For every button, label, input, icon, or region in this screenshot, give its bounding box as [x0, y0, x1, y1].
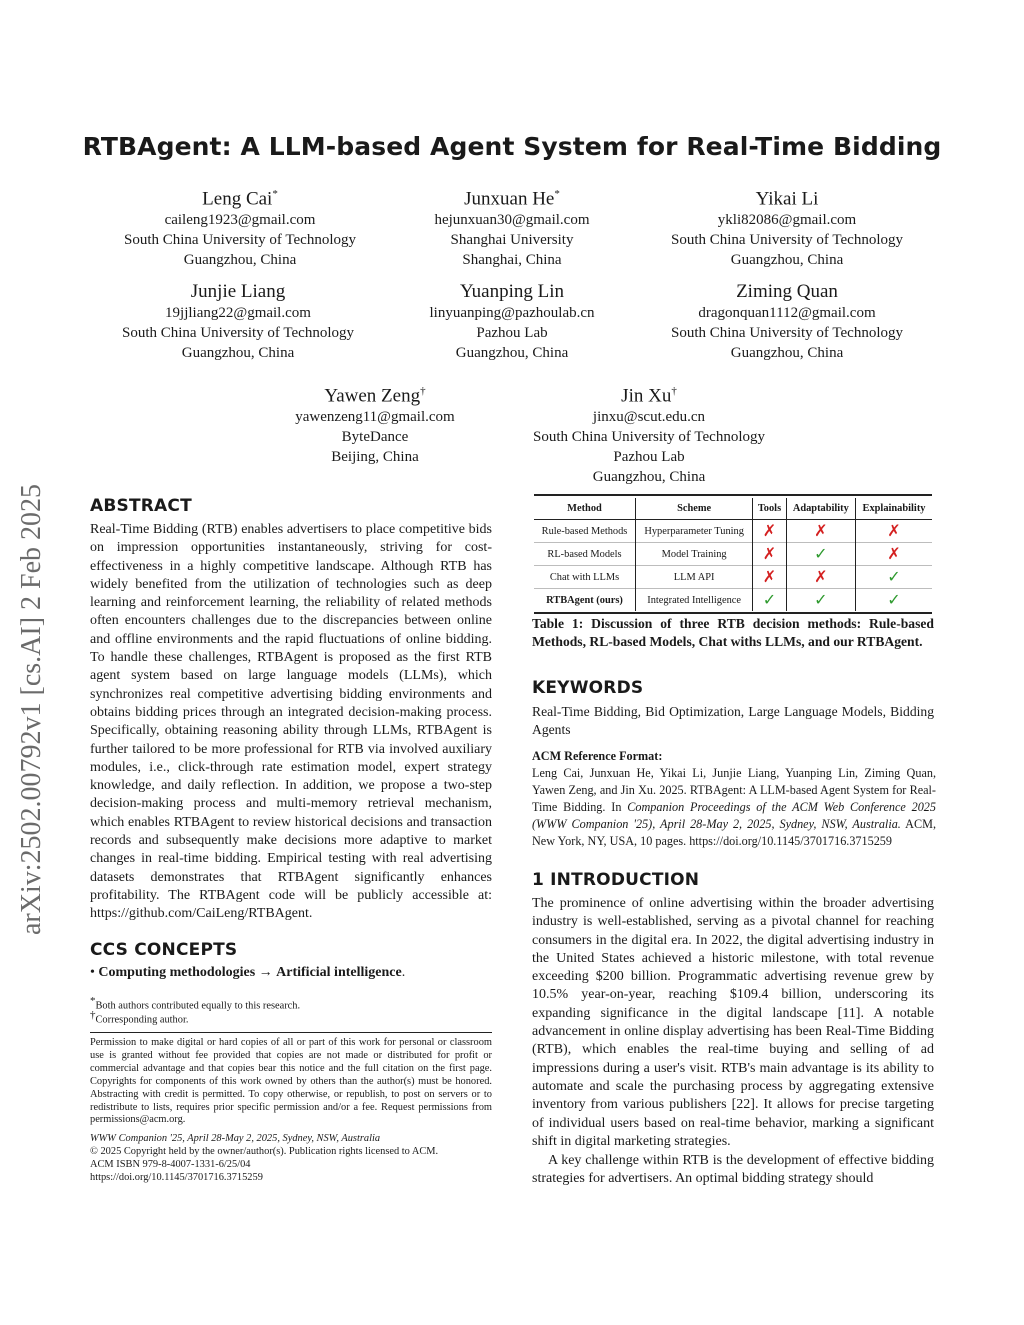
- footnote-corresponding: †Corresponding author.: [90, 1009, 189, 1026]
- table-header-cell: Adaptability: [786, 498, 855, 520]
- acm-reference-text: Leng Cai, Junxuan He, Yikai Li, Junjie Liang, Yuanping Lin, Ziming Quan, Yawen Zeng, and Jin Xu. 2025. RTBAgent: A LLM-based Agent System for Real-Time Bidding. In Companion Proceedings of the ACM Web Conference 2025 (WWW Companion '25), April 28-May 2, 2025, Sydney, NSW, Australia. ACM, New York, NY, USA, 10 pages. https://doi.org/10.1145/3701716.3715259: [532, 766, 936, 848]
- table-row: RTBAgent (ours) Integrated Intelligence ✓ ✓ ✓: [534, 589, 932, 612]
- footnote-equal: *Both authors contributed equally to this research.: [90, 995, 301, 1012]
- author-name: Leng Cai: [202, 188, 273, 210]
- author-name: Ziming Quan: [736, 281, 838, 302]
- table-header-cell: Tools: [753, 498, 786, 520]
- table-top-rule: [534, 494, 932, 496]
- check-icon: ✓: [856, 589, 932, 612]
- author-name: Junjie Liang: [190, 281, 286, 302]
- author-name: Jin Xu: [621, 385, 672, 407]
- author-block: Ziming Quan dragonquan1112@gmail.com South China University of Technology Guangzhou, China: [671, 281, 903, 361]
- introduction-heading: 1 INTRODUCTION: [532, 870, 700, 890]
- keywords-text: Real-Time Bidding, Bid Optimization, Large Language Models, Bidding Agents: [532, 704, 934, 738]
- author-block: Junxuan He* hejunxuan30@gmail.com Shanghai University Shanghai, China: [434, 188, 590, 269]
- author-block: Yuanping Lin linyuanping@pazhoulab.cn Pazhou Lab Guangzhou, China: [429, 281, 595, 361]
- check-icon: ✓: [856, 566, 932, 589]
- table-header-cell: Explainability: [856, 498, 932, 520]
- table-row: Rule-based Methods Hyperparameter Tuning ✗ ✗ ✗: [534, 520, 932, 543]
- venue-line: WWW Companion '25, April 28-May 2, 2025, Sydney, NSW, Australia: [90, 1133, 381, 1144]
- author-name: Junxuan He: [464, 188, 555, 210]
- table-caption: Table 1: Discussion of three RTB decision methods: Rule-based Methods, RL-based Models, Chat withs LLMs, and our RTBAgent.: [532, 616, 934, 650]
- cross-icon: ✗: [786, 520, 855, 543]
- cross-icon: ✗: [786, 566, 855, 589]
- author-block: Yawen Zeng† yawenzeng11@gmail.com ByteDance Beijing, China: [295, 385, 455, 466]
- author-block: Leng Cai* caileng1923@gmail.com South China University of Technology Guangzhou, China: [124, 188, 356, 269]
- doi-link[interactable]: https://doi.org/10.1145/3701716.3715259: [90, 1172, 263, 1183]
- comparison-table: [534, 498, 932, 611]
- check-icon: ✓: [786, 589, 855, 612]
- ccs-heading: CCS CONCEPTS: [90, 940, 238, 960]
- check-icon: ✓: [753, 589, 786, 612]
- table-header-cell: Method: [534, 498, 636, 520]
- copyright-line: © 2025 Copyright held by the owner/author(s). Publication rights licensed to ACM.: [90, 1146, 439, 1157]
- author-block: Jin Xu† jinxu@scut.edu.cn South China University of Technology Pazhou Lab Guangzhou, China: [533, 385, 765, 486]
- keywords-heading: KEYWORDS: [532, 678, 644, 698]
- abstract-heading: ABSTRACT: [90, 496, 192, 516]
- permission-notice: Permission to make digital or hard copies of all or part of this work for personal or classroom use is granted without fee provided that copies are not made or distributed for profit or commercial advantage and that copies bear this notice and the full citation on the first page. Copyrights for components of this work owned by others than the author(s) must be honored. Abstracting with credit is permitted. To copy otherwise, or republish, to post on servers or to redistribute to lists, requires prior specific permission and/or a fee. Request permissions from permissions@acm.org.: [90, 1037, 492, 1126]
- cross-icon: ✗: [753, 566, 786, 589]
- cross-icon: ✗: [856, 543, 932, 566]
- intro-paragraph: A key challenge within RTB is the development of effective bidding strategies for advertisers. An optimal bidding strategy should: [532, 1153, 934, 1187]
- table-header-row: [534, 498, 932, 520]
- cross-icon: ✗: [753, 543, 786, 566]
- author-block: Yikai Li ykli82086@gmail.com South China University of Technology Guangzhou, China: [671, 188, 903, 269]
- paper-title: RTBAgent: A LLM-based Agent System for Real-Time Bidding: [82, 132, 942, 161]
- intro-paragraph: The prominence of online advertising within the broader advertising industry is well-established, serving as a pivotal channel for reaching consumers in the digital era. In 2022, the digital advertising industry in the United States achieved a historic milestone, with total revenue exceeding $200 billion. Programmatic advertising revenue grew by 10.5% year-on-year, reaching $109.4 billion, underscoring its expanding significance in the digital landscape [11]. A notable advancement in online display advertising has been Real-Time Bidding (RTB), which enables the real-time buying and selling of ad impressions during a user's visit. RTB's main advantage is its ability to automate and scale the purchasing process by aggregating extensive inventory from various publishers [22]. It allows for precise targeting of individual users based on real-time behavior, marking a significant shift in digital marketing strategies.: [532, 896, 934, 1149]
- abstract-text: Real-Time Bidding (RTB) enables advertisers to place competitive bids on impression opportunities instantaneously, striving for cost-effectiveness in a highly competitive landscape. Although RTB has widely benefited from the utilization of technologies such as deep learning and reinforcement learning, the reliability of related methods often encounters challenges due to the discrepancies between online and offline environments and the rapid fluctuations of online bidding. To handle these challenges, RTBAgent is proposed as the first RTB agent system based on large language models (LLMs), which synchronizes real competitive advertising bidding environments and obtains bidding prices through an integrated decision-making process. Specifically, obtaining reasoning ability through LLMs, RTBAgent is further tailored to be more professional for RTB via involved auxiliary modules, i.e., click-through rate estimation model, expert strategy knowledge, and daily reflection. In addition, we propose a two-step decision-making process and multi-memory retrieval mechanism, which enables RTBAgent to review historical decisions and transaction records and subsequently make decisions more adaptive to market changes in real-time bidding. Empirical testing with real advertising datasets demonstrates that RTBAgent significantly enhances profitability. The RTBAgent code will be publicly accessible at: https://github.com/CaiLeng/RTBAgent.: [90, 522, 492, 922]
- table-row: Chat with LLMs LLM API ✗ ✗ ✓: [534, 566, 932, 589]
- table-bottom-rule: [534, 612, 932, 614]
- table-header-cell: Scheme: [636, 498, 753, 520]
- author-block: Junjie Liang 19jjliang22@gmail.com South China University of Technology Guangzhou, China: [122, 281, 354, 361]
- divider: [90, 1032, 492, 1033]
- acm-reference-heading: ACM Reference Format:: [532, 749, 663, 763]
- table-row: RL-based Models Model Training ✗ ✓ ✗: [534, 543, 932, 566]
- author-name: Yikai Li: [755, 188, 819, 210]
- isbn-line: ACM ISBN 979-8-4007-1331-6/25/04: [90, 1159, 251, 1170]
- check-icon: ✓: [786, 543, 855, 566]
- ccs-concepts: • Computing methodologies → Artificial intelligence.: [90, 965, 406, 980]
- author-name: Yuanping Lin: [460, 281, 564, 302]
- cross-icon: ✗: [856, 520, 932, 543]
- arxiv-identifier: arXiv:2502.00792v1 [cs.AI] 2 Feb 2025: [16, 483, 47, 935]
- cross-icon: ✗: [753, 520, 786, 543]
- author-name: Yawen Zeng: [324, 385, 421, 407]
